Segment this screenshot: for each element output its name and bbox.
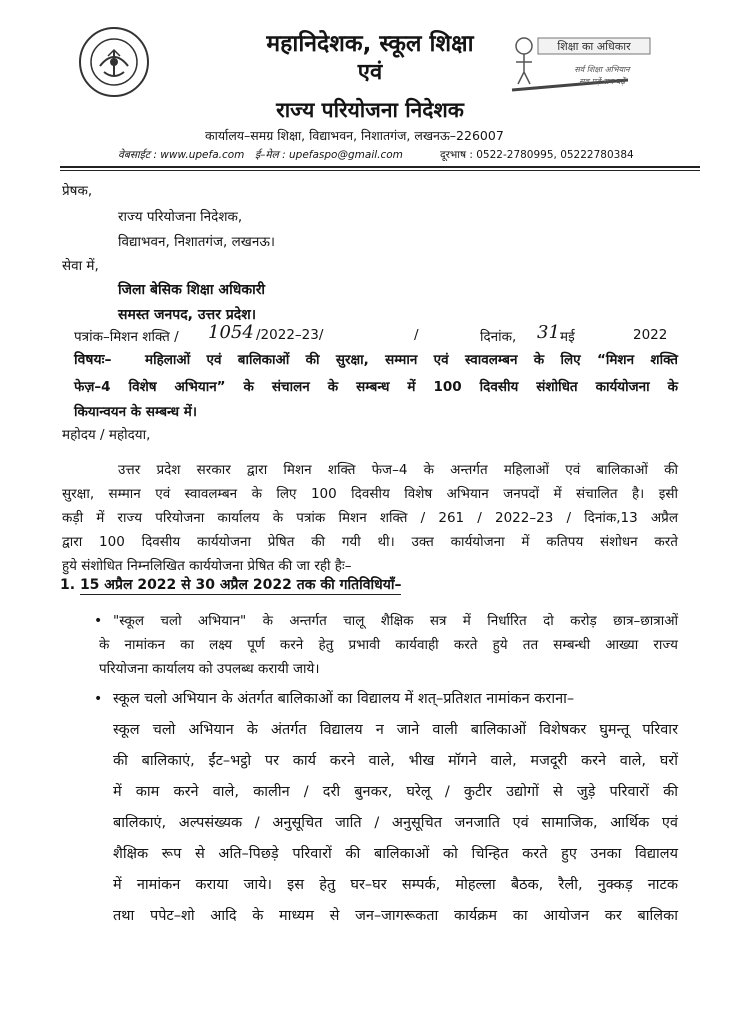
website-link[interactable]: वेबसाईट : www.upefa.com	[118, 149, 245, 161]
subject-label: विषयः–	[74, 352, 112, 368]
para1-line-1: उत्तर प्रदेश सरकार द्वारा मिशन शक्ति फेज–4 के अन्तर्गत महिलाओं एवं बालिकाओं की	[118, 462, 678, 478]
reference-number: 1054	[208, 322, 254, 343]
phone-numbers: दूरभाष : 0522-2780995, 05222780384	[440, 149, 634, 161]
sender-address: विद्याभवन, निशातगंज, लखनऊ।	[118, 234, 276, 250]
para1-line-5: हुये संशोधित निम्नलिखित कार्ययोजना प्रेषित की जा रही हैः–	[62, 558, 352, 574]
letterhead-divider	[60, 166, 700, 168]
bullet-2-line-3: की बालिकाएं, ईंट–भट्ठो पर कार्य करने वाले, भीख मॉगने वाले, मजदूरी करने वाले, घरों	[113, 753, 678, 769]
bullet-1-line-2: के नामांकन का लक्ष्य पूर्ण करने हेतु प्रभावी कार्यवाही करते हुये तत सम्बन्धी आख्या राज्य	[99, 637, 678, 653]
up-government-seal-icon	[78, 26, 150, 98]
bullet-2-line-2: स्कूल चलो अभियान के अंतर्गत विद्यालय न जाने वाली बालिकाओं विशेषकर घुमन्तू परिवार	[113, 722, 678, 738]
date-label: दिनांक,	[480, 329, 517, 345]
bullet-2-line-1: स्कूल चलो अभियान के अंतर्गत बालिकाओं का विद्यालय में शत्–प्रतिशत नामांकन कराना–	[113, 691, 575, 707]
subject-line-3: कियान्वयन के सम्बन्ध में।	[74, 404, 197, 420]
section-1-title: 15 अप्रैल 2022 से 30 अप्रैल 2022 तक की गतिविधियाँ–	[79, 577, 402, 593]
recipient-line1: जिला बेसिक शिक्षा अधिकारी	[118, 282, 266, 298]
bullet-2-line-8: तथा पपेट–शो आदि के माध्यम से जन–जागरूकता कार्यक्रम का आयोजन कर बालिका	[113, 908, 678, 924]
date-day: 31	[537, 322, 560, 343]
bullet-1-marker: •	[94, 613, 103, 629]
letterhead-divider-thin	[60, 170, 700, 171]
reference-slash: /	[414, 327, 419, 343]
letterhead-title-line3: राज्य परियोजना निदेशक	[276, 98, 464, 122]
letterhead-title-line2: एवं	[357, 60, 383, 85]
para1-line-2: सुरक्षा, सम्मान एवं स्वावलम्बन के लिए 100 दिवसीय विशेष अभियान जनपदों में संचालित है। इसी	[62, 486, 678, 502]
section-1-number: 1.	[60, 577, 76, 593]
para1-line-4: द्वारा 100 दिवसीय कार्ययोजना प्रेषित की गयी थी। उक्त कार्ययोजना में कतिपय संशोधन करते	[62, 534, 678, 550]
bullet-2-line-7: में नामांकन कराया जाये। इस हेतु घर–घर सम्पर्क, मोहल्ला बैठक, रैली, नुक्कड़ नाटक	[113, 877, 678, 893]
date-year: 2022	[633, 327, 668, 343]
reference-prefix: पत्रांक–मिशन शक्ति /	[74, 329, 179, 345]
bullet-2-marker: •	[94, 691, 103, 707]
office-address: कार्यालय–समग्र शिक्षा, विद्याभवन, निशातगंज, लखनऊ–226007	[205, 128, 504, 143]
campaign-slogan-2: सब पढ़ें सब बढ़ें	[579, 77, 625, 86]
sender-label: प्रेषक,	[62, 183, 93, 199]
para1-line-3: कड़ी में राज्य परियोजना कार्यालय के पत्रांक मिशन शक्ति / 261 / 2022–23 / दिनांक,13 अप्रैल	[62, 510, 678, 526]
sender-name: राज्य परियोजना निदेशक,	[118, 209, 243, 225]
to-label: सेवा में,	[62, 258, 99, 274]
campaign-banner-text: शिक्षा का अधिकार	[557, 40, 631, 53]
letterhead-title-line1: महानिदेशक, स्कूल शिक्षा	[266, 31, 474, 57]
subject-line-1: महिलाओं एवं बालिकाओं की सुरक्षा, सम्मान एवं स्वावलम्बन के लिए “मिशन शक्ति	[145, 352, 678, 368]
bullet-2-line-6: शैक्षिक रूप से अति–पिछड़े परिवारों की बालिकाओं को चिन्हित करते हुए उनका विद्यालय	[113, 846, 678, 862]
bullet-1-line-3: परियोजना कार्यालय को उपलब्ध करायी जाये।	[99, 661, 320, 677]
bullet-1-line-1: "स्कूल चलो अभियान" के अन्तर्गत चालू शैक्षिक सत्र में निर्धारित दो करोड़ छात्र–छात्राओं	[113, 613, 678, 629]
campaign-slogan-1: सर्व शिक्षा अभियान	[574, 65, 630, 74]
bullet-2-line-5: बालिकाएं, अल्पसंख्यक / अनुसूचित जाति / अनुसूचित जनजाति एवं सामाजिक, आर्थिक एवं	[113, 815, 678, 831]
recipient-line2: समस्त जनपद, उत्तर प्रदेश।	[118, 307, 257, 323]
date-month: मई	[560, 329, 575, 345]
salutation: महोदय / महोदया,	[62, 427, 151, 443]
section-1-heading	[60, 575, 401, 594]
reference-year: /2022–23/	[256, 327, 324, 343]
subject-line-2: फेज़–4 विशेष अभियान” के संचालन के सम्बन्ध में 100 दिवसीय संशोधित कार्ययोजना के	[74, 379, 678, 395]
bullet-2-line-4: में काम करने वाले, कालीन / दरी बुनकर, घरेलू / कुटीर उद्योगों से जुड़े परिवारों की	[113, 784, 678, 800]
email-link[interactable]: ई–मेल : upefaspo@gmail.com	[255, 149, 403, 161]
